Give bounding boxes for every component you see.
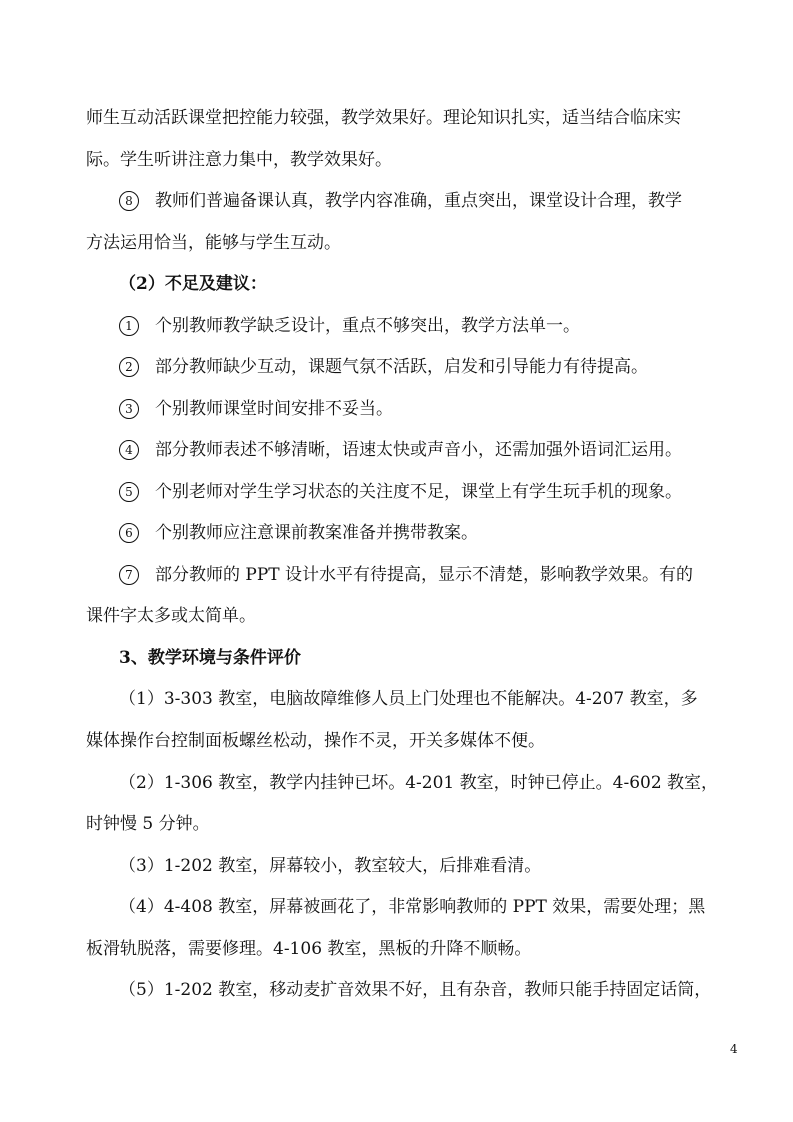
circled-number-8: 8 — [119, 191, 139, 211]
circled-number-2: 2 — [119, 357, 139, 377]
circled-number-6: 6 — [119, 523, 139, 543]
paragraph-line: （1）3-303 教室，电脑故障维修人员上门处理也不能解决。4-207 教室，多 — [119, 689, 698, 709]
paragraph-line: 板滑轨脱落，需要修理。4-106 教室，黑板的升降不顺畅。 — [86, 939, 532, 959]
list-item-text: 个别教师课堂时间安排不妥当。 — [155, 399, 393, 419]
paragraph-line: 媒体操作台控制面板螺丝松动，操作不灵，开关多媒体不便。 — [86, 731, 545, 751]
list-item-text: 部分教师缺少互动，课题气氛不活跃，启发和引导能力有待提高。 — [155, 357, 648, 377]
circled-number-7: 7 — [119, 565, 139, 585]
paragraph-line: （4）4-408 教室，屏幕被画花了，非常影响教师的 PPT 效果，需要处理；黑 — [119, 897, 706, 917]
list-item-8 — [119, 189, 682, 213]
list-item-6 — [119, 521, 478, 545]
list-item-text: 部分教师表述不够清晰，语速太快或声音小，还需加强外语词汇运用。 — [155, 440, 682, 460]
list-item-2 — [119, 355, 648, 379]
paragraph-line: 时钟慢 5 分钟。 — [86, 814, 210, 834]
circled-number-4: 4 — [119, 440, 139, 460]
list-item-4 — [119, 438, 682, 462]
list-item-text: 个别教师教学缺乏设计，重点不够突出，教学方法单一。 — [155, 316, 580, 336]
circled-number-1: 1 — [119, 316, 139, 336]
list-item-3 — [119, 397, 393, 421]
circled-number-3: 3 — [119, 399, 139, 419]
paragraph-line: （2）1-306 教室，教学内挂钟已坏。4-201 教室，时钟已停止。4-602 教室， — [119, 773, 719, 793]
list-item-text: 个别老师对学生学习状态的关注度不足，课堂上有学生玩手机的现象。 — [155, 482, 682, 502]
paragraph-line: 方法运用恰当，能够与学生互动。 — [86, 233, 341, 253]
paragraph-line: （3）1-202 教室，屏幕较小，教室较大，后排难看清。 — [119, 856, 542, 876]
paragraph-line: 际。学生听讲注意力集中，教学效果好。 — [86, 150, 392, 170]
list-item-text: 教师们普遍备课认真，教学内容准确，重点突出，课堂设计合理，教学 — [155, 191, 682, 211]
list-item-text: 个别教师应注意课前教案准备并携带教案。 — [155, 523, 478, 543]
paragraph-line: （5）1-202 教室，移动麦扩音效果不好，且有杂音，教师只能手持固定话筒， — [119, 980, 712, 1000]
list-item-1 — [119, 314, 580, 338]
page-number: 4 — [730, 1042, 738, 1056]
section-heading-environment: 3、教学环境与条件评价 — [119, 648, 301, 668]
list-item-7 — [119, 563, 693, 587]
circled-number-5: 5 — [119, 482, 139, 502]
paragraph-line: 师生互动活跃课堂把控能力较强，教学效果好。理论知识扎实，适当结合临床实 — [86, 108, 681, 128]
list-item-text: 部分教师的 PPT 设计水平有待提高，显示不清楚，影响教学效果。有的 — [155, 565, 694, 585]
list-item-5 — [119, 480, 682, 504]
paragraph-line: 课件字太多或太简单。 — [86, 606, 256, 626]
section-heading-deficiencies: （2）不足及建议： — [119, 274, 267, 294]
